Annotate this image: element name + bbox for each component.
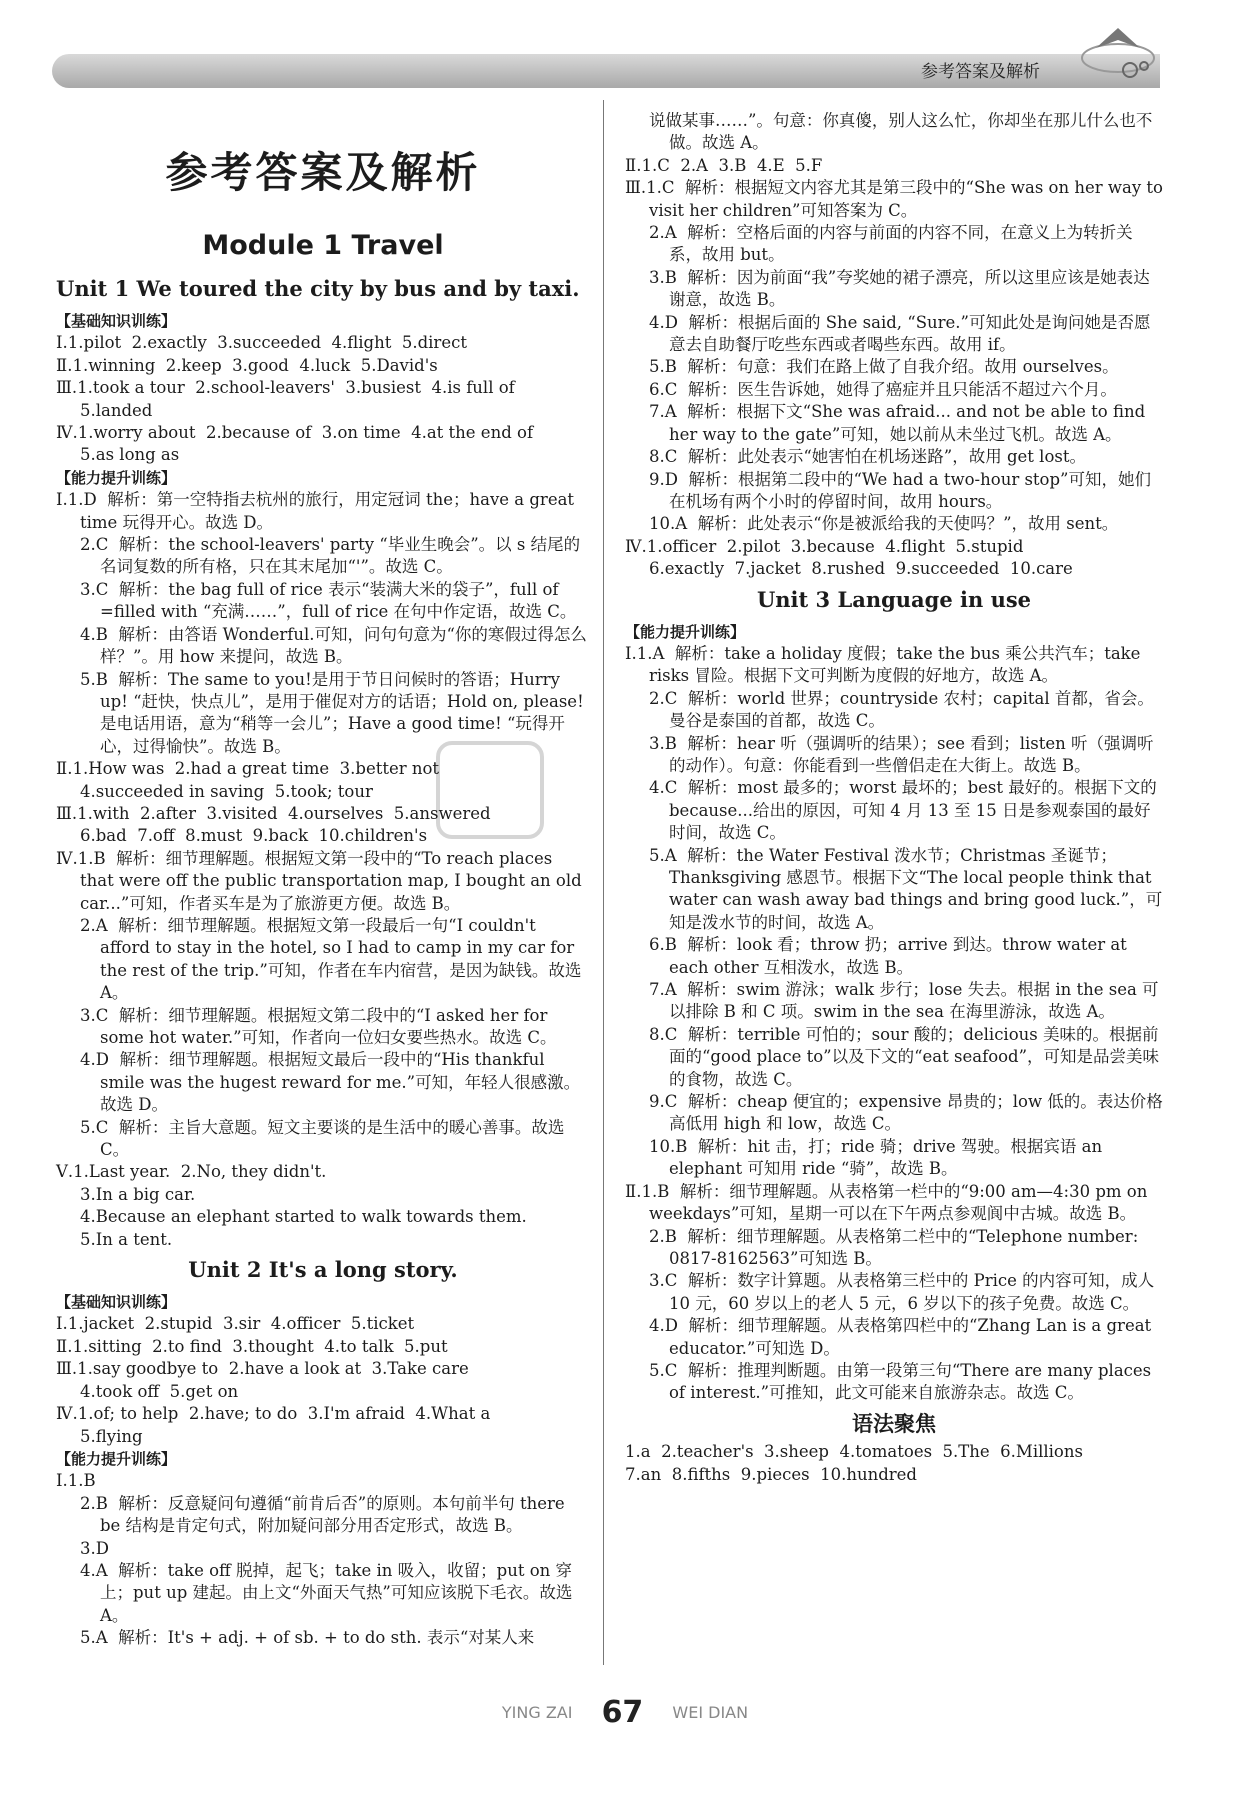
- answer-line: 2.A 解析：空格后面的内容与前面的内容不同，在意义上为转折关系，故用 but。: [649, 223, 1133, 265]
- section-heading: 【能力提升训练】: [56, 1449, 177, 1468]
- grammar-heading: 语法聚焦: [852, 1411, 936, 1436]
- footer-left-text: YING ZAI: [501, 1703, 573, 1722]
- answer-line: 2.B 解析：细节理解题。从表格第二栏中的“Telephone number: 0817-8162563”可知选 B。: [649, 1226, 1144, 1268]
- unit-title: Unit 1 We toured the city by bus and by taxi.: [56, 276, 580, 301]
- answer-line: 5.A 解析：It's + adj. + of sb. + to do sth. 表示“对某人来: [80, 1628, 535, 1648]
- answer-line: 5.C 解析：推理判断题。由第一段第三句“There are many places of interest.”可推知，此文可能来自旅游杂志。故选 C。: [649, 1360, 1157, 1403]
- answer-line: 2.A 解析：细节理解题。根据短文第一段最后一句“I couldn't afford to stay in the hotel, so I had to camp in my car for the rest of the trip.”可知，作者在车内宿营，是因为缺钱。故选 A。: [80, 915, 587, 1003]
- answer-line: 4.D 解析：细节理解题。根据短文最后一段中的“His thankful smile was the hugest reward for me.”可知，年轻人很感激。故选 D。: [80, 1050, 581, 1115]
- answer-line: 9.C 解析：cheap 便宜的；expensive 昂贵的；low 低的。表达价格高低用 high 和 low，故选 C。: [649, 1092, 1163, 1134]
- answer-line: 2.B 解析：反意疑问句遵循“前肯后否”的原则。本句前半句 there be 结构是肯定句式，附加疑问部分用否定形式，故选 B。: [80, 1493, 570, 1536]
- answer-line: 10.B 解析：hit 击，打；ride 骑；drive 驾驶。根据宾语 an elephant 可知用 ride “骑”，故选 B。: [649, 1136, 1108, 1179]
- answer-line: 4.Because an elephant started to walk towards them.: [80, 1207, 527, 1227]
- section-heading: 【能力提升训练】: [625, 622, 746, 641]
- right-column-content: [625, 110, 1169, 1486]
- answer-line: Ⅱ.1.winning 2.keep 3.good 4.luck 5.David's: [56, 355, 438, 375]
- column-divider: [603, 100, 604, 1665]
- unit-title: Unit 3 Language in use: [756, 586, 1032, 612]
- answer-line: 3.C 解析：细节理解题。根据短文第二段中的“I asked her for some hot water.”可知，作者向一位妇女要些热水。故选 C。: [80, 1005, 557, 1047]
- answer-line: 7.A 解析：swim 游泳；walk 步行；lose 失去。根据 in the sea 可以排除 B 和 C 项。swim in the sea 在海里游泳，故选 A。: [649, 980, 1159, 1022]
- answer-line: 3.B 解析：因为前面“我”夸奖她的裙子漂亮，所以这里应该是她表达谢意，故选 B。: [649, 267, 1150, 310]
- answer-line: Ⅲ.1.say goodbye to 2.have a look at 3.Take care: [56, 1359, 469, 1379]
- page-footer: [0, 1695, 1250, 1730]
- answer-line: 3.D: [80, 1538, 109, 1558]
- answer-line: 5.as long as: [80, 445, 180, 465]
- answer-line: Ⅱ.1.sitting 2.to find 3.thought 4.to talk 5.put: [56, 1336, 448, 1356]
- answer-line: 4.A 解析：take off 脱掉，起飞；take in 吸入，收留；put on 穿上；put up 建起。由上文“外面天气热”可知应该脱下毛衣。故选 A。: [80, 1560, 578, 1625]
- answer-line: Ⅲ.1.took a tour 2.school-leavers' 3.busiest 4.is full of: [56, 378, 515, 398]
- page-title: 参考答案及解析: [165, 148, 481, 197]
- answer-line: 2.C 解析：the school-leavers' party “毕业生晚会”。以 s 结尾的名词复数的所有格，只在其末尾加“'”。故选 C。: [80, 535, 581, 577]
- answer-line: Ⅰ.1.jacket 2.stupid 3.sir 4.officer 5.ticket: [56, 1314, 415, 1334]
- answer-line: 6.bad 7.off 8.must 9.back 10.children's: [80, 826, 428, 846]
- answer-line: Ⅰ.1.A 解析：take a holiday 度假；take the bus 乘公共汽车；take risks 冒险。根据下文可判断为度假的好地方，故选 A。: [625, 643, 1146, 686]
- section-heading: 【基础知识训练】: [56, 1293, 177, 1312]
- answer-line: 5.A 解析：the Water Festival 泼水节；Christmas 圣诞节；Thanksgiving 感恩节。根据下文“The local people think that water can wash away bad things and bring good luck.”，可知是泼水节的时间，故选 A。: [649, 845, 1163, 932]
- answer-line: 4.D 解析：细节理解题。从表格第四栏中的“Zhang Lan is a great educator.”可知选 D。: [649, 1316, 1157, 1358]
- answer-line: 4.D 解析：根据后面的 She said, “Sure.”可知此处是询问她是否愿意去自助餐厅吃些东西或者喝些东西。故用 if。: [649, 312, 1151, 355]
- answer-line: 6.B 解析：look 看；throw 扔；arrive 到达。throw water at each other 互相泼水，故选 B。: [649, 935, 1133, 977]
- answer-line: 3.B 解析：hear 听（强调听的结果）；see 看到；listen 听（强调听的动作）。句意：你能看到一些僧侣走在大街上。故选 B。: [649, 733, 1154, 775]
- footer-right-text: WEI DIAN: [672, 1703, 749, 1722]
- unit-title: Unit 2 It's a long story.: [188, 1257, 458, 1283]
- left-column: [56, 118, 590, 1650]
- answer-line: 说做某事……”。句意：你真傻，别人这么忙，你却坐在那儿什么也不做。故选 A。: [649, 111, 1153, 153]
- answer-line: Ⅰ.1.D 解析：第一空特指去杭州的旅行，用定冠词 the；have a great time 玩得开心。故选 D。: [56, 490, 580, 532]
- answer-line: 4.took off 5.get on: [80, 1381, 239, 1401]
- answer-line: 5.landed: [80, 400, 153, 420]
- answer-line: Ⅳ.1.of; to help 2.have; to do 3.I'm afraid 4.What a: [56, 1404, 491, 1424]
- left-column-content: [56, 274, 590, 1650]
- answer-line: Ⅰ.1.pilot 2.exactly 3.succeeded 4.flight 5.direct: [56, 333, 467, 353]
- answer-line: Ⅴ.1.Last year. 2.No, they didn't.: [56, 1162, 327, 1182]
- answer-line: 9.D 解析：根据第二段中的“We had a two-hour stop”可知，她们在机场有两个小时的停留时间，故用 hours。: [649, 469, 1151, 511]
- answer-line: Ⅲ.1.C 解析：根据短文内容尤其是第三段中的“She was on her way to visit her children”可知答案为 C。: [625, 178, 1169, 220]
- publisher-logo-icon: [1078, 18, 1158, 88]
- answer-line: 5.B 解析：The same to you!是用于节日问候时的答语；Hurry up! “赶快，快点儿”，是用于催促对方的话语；Hold on, please!是电话用语，意为“稍等一会儿”；Have a good time! “玩得开心，过得愉快”。故选 B。: [80, 669, 584, 756]
- answer-line: Ⅳ.1.officer 2.pilot 3.because 4.flight 5.stupid: [625, 536, 1024, 556]
- answer-line: 5.flying: [80, 1426, 143, 1446]
- answer-line: Ⅱ.1.C 2.A 3.B 4.E 5.F: [625, 155, 823, 175]
- answer-line: 3.C 解析：the bag full of rice 表示“装满大米的袋子”，full of =filled with “充满……”，full of rice 在句中作定语，故选 C。: [80, 579, 577, 622]
- answer-line: 2.C 解析：world 世界；countryside 农村；capital 首都，省会。曼谷是泰国的首都，故选 C。: [649, 688, 1154, 731]
- section-heading: 【能力提升训练】: [56, 468, 177, 487]
- answer-line: 1.a 2.teacher's 3.sheep 4.tomatoes 5.The 6.Millions: [625, 1442, 1083, 1462]
- answer-line: Ⅱ.1.B 解析：细节理解题。从表格第一栏中的“9:00 am—4:30 pm on weekdays”可知，星期一可以在下午两点参观阆中古城。故选 B。: [625, 1181, 1153, 1224]
- answer-line: Ⅳ.1.B 解析：细节理解题。根据短文第一段中的“To reach places that were off the public transportation map, I bought an old car...”可知，作者买车是为了旅游更方便。故选 B。: [56, 848, 587, 913]
- answer-line: 8.C 解析：terrible 可怕的；sour 酸的；delicious 美味的。根据前面的“good place to”以及下文的“eat seafood”，可知是品尝美味的食物，故选 C。: [649, 1024, 1160, 1089]
- answer-line: 8.C 解析：此处表示“她害怕在机场迷路”，故用 get lost。: [649, 447, 1086, 467]
- answer-line: 10.A 解析：此处表示“你是被派给我的天使吗？”，故用 sent。: [649, 514, 1119, 534]
- answer-line: 5.In a tent.: [80, 1229, 173, 1249]
- answer-line: 3.C 解析：数字计算题。从表格第三栏中的 Price 的内容可知，成人 10 元，60 岁以上的老人 5 元，6 岁以下的孩子免费。故选 C。: [649, 1271, 1160, 1313]
- section-heading: 【基础知识训练】: [56, 312, 177, 330]
- header-band: [52, 54, 1160, 88]
- answer-line: Ⅳ.1.worry about 2.because of 3.on time 4.at the end of: [56, 423, 534, 443]
- answer-line: 6.exactly 7.jacket 8.rushed 9.succeeded 10.care: [649, 559, 1073, 579]
- answer-line: 4.succeeded in saving 5.took; tour: [80, 781, 373, 801]
- answer-line: 7.an 8.fifths 9.pieces 10.hundred: [625, 1464, 917, 1484]
- answer-line: 4.B 解析：由答语 Wonderful.可知，问句句意为“你的寒假过得怎么样？”。用 how 来提问，故选 B。: [80, 624, 587, 667]
- answer-line: 3.In a big car.: [80, 1184, 196, 1204]
- answer-line: 5.C 解析：主旨大意题。短文主要谈的是生活中的暖心善事。故选 C。: [80, 1117, 570, 1160]
- module-title: Module 1 Travel: [202, 230, 444, 261]
- page-number: 67: [601, 1695, 644, 1730]
- right-column: [625, 110, 1169, 1486]
- answer-line: Ⅲ.1.with 2.after 3.visited 4.ourselves 5.answered: [56, 803, 491, 823]
- answer-line: 4.C 解析：most 最多的；worst 最坏的；best 最好的。根据下文的 because...给出的原因，可知 4 月 13 至 15 日是参观泰国的最好时间，故选 C。: [649, 778, 1162, 843]
- header-title: 参考答案及解析: [921, 62, 1040, 82]
- answer-line: 6.C 解析：医生告诉她，她得了癌症并且只能活不超过六个月。: [649, 379, 1117, 399]
- answer-line: 5.B 解析：句意：我们在路上做了自我介绍。故用 ourselves。: [649, 357, 1119, 377]
- answer-line: Ⅰ.1.B: [56, 1471, 96, 1491]
- answer-line: 7.A 解析：根据下文“She was afraid... and not be able to find her way to the gate”可知，她以前从未坐过飞机。故选 A。: [649, 402, 1151, 444]
- answer-line: Ⅱ.1.How was 2.had a great time 3.better not: [56, 759, 440, 779]
